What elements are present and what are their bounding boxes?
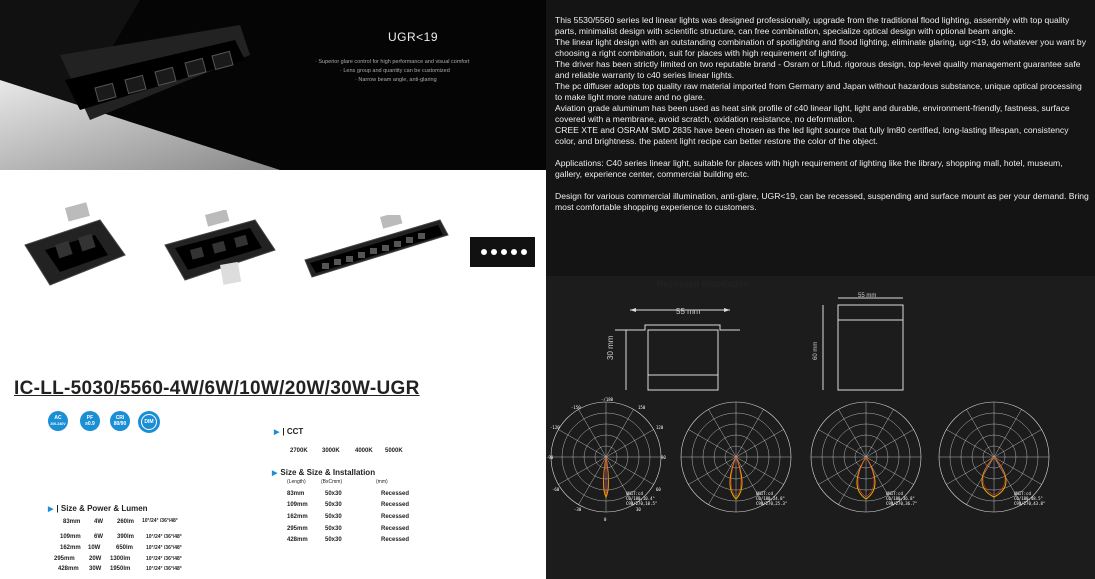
length-cell: 109mm: [60, 534, 81, 540]
width-dimension-2: 55 mm: [858, 293, 877, 299]
cct-value: 2700K: [290, 448, 308, 454]
triangle-bullet-icon: ▶: [274, 429, 280, 436]
power-cell: 6W: [94, 534, 103, 540]
install-cell: Recessed: [381, 491, 410, 497]
angle-cell: 10°/24° /36°/48°: [146, 556, 182, 562]
power-heading-text: | Size & Power & Lumen: [56, 504, 148, 513]
product-image-front: [470, 237, 535, 267]
polar-legend: C0/180,10.4°: [626, 496, 655, 501]
cct-section-heading: [274, 427, 303, 436]
height-dimension: 30 mm: [606, 335, 615, 360]
triangle-bullet-icon: ▶: [272, 470, 278, 477]
length-cell: 162mm: [287, 514, 308, 520]
polar-legend: UNIT:cd: [756, 491, 773, 496]
angle-cell: 10°/24° /36°/48°: [146, 534, 182, 540]
polar-angle-label: 30: [636, 507, 641, 512]
angle-cell: 10°/24° /36°/48°: [142, 518, 178, 524]
description-paragraph: This 5530/5560 series led linear lights was designed professionally, upgrade from the traditional flood lighting, assembly with top quality parts, minimalist design with scientific structure, can free combination, specialize optical design with optional beam angle.: [555, 15, 1070, 36]
cct-heading-text: | CCT: [282, 427, 304, 436]
col-sub-mm: (mm): [376, 479, 388, 485]
badge-pf-bottom: ≥0.9: [85, 421, 95, 427]
install-cell: Recessed: [381, 514, 410, 520]
product-image-long: [300, 215, 450, 285]
polar-legend: C0/180,36.8°: [886, 496, 915, 501]
polar-legend: C90/270,36.7°: [886, 501, 918, 506]
polar-angle-label: -60: [552, 487, 560, 492]
polar-angle-label: -120: [550, 425, 560, 430]
polar-angle-label: 60: [656, 487, 661, 492]
hero-title: UGR<19: [388, 30, 439, 44]
size-cell: 50x30: [325, 537, 342, 543]
description: [555, 15, 1090, 213]
size-cell: 50x30: [325, 514, 342, 520]
description-paragraph: CREE XTE and OSRAM SMD 2835 have been chosen as the led light source that fully lm80 certified, long-lasting lifespan, consistency color, and brightness. the patent light recipe can better restore the color of the object.: [555, 125, 1069, 146]
description-paragraph: The linear light design with an outstanding combination of spotlighting and flood lighting, eliminate glaring, ugr<19, do whatever you want by choosing a right combination, suit for places with high requirement of lighting.: [555, 37, 1086, 58]
badge-pf-top: PF: [86, 415, 94, 421]
product-image-3-head: [160, 210, 280, 290]
col-sub-bxc: (BxCmm): [321, 479, 343, 485]
polar-legend: C90/270,43.8°: [1014, 501, 1046, 506]
cct-value: 4000K: [355, 448, 373, 454]
height-dimension-2: 60 mm: [813, 341, 819, 360]
length-cell: 428mm: [287, 537, 308, 543]
lumen-cell: 1950lm: [110, 566, 131, 572]
polar-legend: C90/270,10.5°: [626, 501, 658, 506]
polar-angle-label: -90: [546, 455, 554, 460]
cct-value: 3000K: [322, 448, 340, 454]
install-heading-text: Size & Size & Installation: [280, 468, 376, 477]
badge-ac-top: AC: [54, 415, 62, 421]
triangle-bullet-icon: ▶: [48, 506, 54, 513]
description-paragraph: Aviation grade aluminum has been used as heat sink profile of c40 linear light, light and durable, environment-friendly, fastness, surface covered with a membrane, avoid scratch, oxidation resistance, no deformation.: [555, 103, 1070, 124]
hero-line-2: · Lens group and quantity can be customized: [340, 68, 450, 74]
angle-cell: 10°/24° /36°/48°: [146, 545, 182, 551]
length-cell: 295mm: [287, 526, 308, 532]
polar-legend: UNIT:cd: [886, 491, 903, 496]
col-sub-length: (Length): [287, 479, 306, 485]
polar-angle-label: -30: [574, 507, 582, 512]
description-paragraph: The pc diffuser adopts top quality raw material imported from Germany and Japan without hazardous substance, unique optical processing to make light more nature and no glare.: [555, 81, 1082, 102]
dim-badge-icon: [138, 411, 160, 433]
description-paragraph: The driver has been strictly limited on two reputable brand - Osram or Lifud. rigorous design, top-level quality management guarantee safe and reliable warranty to c40 series linear lights.: [555, 59, 1081, 80]
polar-legend: UNIT:cd: [626, 491, 643, 496]
width-dimension: 55 mm: [676, 307, 701, 316]
polar-labels: [546, 395, 1095, 525]
power-cell: 20W: [89, 556, 102, 562]
polar-legend: C0/180,24.8°: [756, 496, 785, 501]
size-cell: 50x30: [325, 502, 342, 508]
badge-cri-bottom: 80/90: [113, 421, 127, 427]
hero-line-1: · Superior glare control for high performance and visual comfort: [315, 59, 470, 65]
angle-cell: 10°/24° /36°/48°: [146, 566, 182, 572]
polar-legend: C0/180,48.5°: [1014, 496, 1043, 501]
polar-angle-label: 150: [638, 405, 646, 410]
polar-angle-label: 0: [604, 517, 607, 522]
hero-banner: [0, 0, 546, 170]
length-cell: 109mm: [287, 502, 308, 508]
design-text: Design for various commercial illumination, anti-glare, UGR<19, can be recessed, suspending and surface mount as per your demand. Bring most comfortable shopping experience to customers.: [555, 191, 1089, 212]
polar-legend: UNIT:cd: [1014, 491, 1031, 496]
lumen-cell: 650lm: [116, 545, 134, 551]
hero-line-3: · Narrow beam angle, anti-glaring: [355, 77, 437, 83]
lumen-cell: 390lm: [117, 534, 135, 540]
polar-angle-label: -150: [571, 405, 581, 410]
size-cell: 50x30: [325, 526, 342, 532]
power-cell: 30W: [89, 566, 102, 572]
pf-badge-icon: [80, 411, 100, 431]
power-section-heading: [48, 504, 148, 513]
lumen-cell: 1300lm: [110, 556, 131, 562]
hero-background: [0, 0, 546, 170]
power-cell: 4W: [94, 519, 103, 525]
polar-angle-label: 90: [661, 455, 666, 460]
lumen-cell: 260lm: [117, 519, 135, 525]
recessed-installation-title: Recessed Installation: [657, 279, 750, 289]
power-cell: 10W: [88, 545, 101, 551]
profile-drawing-2: [808, 290, 918, 400]
applications-text: Applications: C40 series linear light, suitable for places with high requirement of lighting like the library, shopping mall, hotel, museum, gallery, experience center, commercial building etc.: [555, 158, 1063, 179]
install-cell: Recessed: [381, 502, 410, 508]
polar-legend: C90/270,25.3°: [756, 501, 788, 506]
length-cell: 83mm: [287, 491, 305, 497]
badge-ac-bottom: 200-240V: [50, 422, 66, 426]
polar-angle-label: -/180: [601, 397, 614, 402]
product-image-2-head: [20, 200, 130, 290]
ac-badge-icon: [48, 411, 68, 431]
cri-badge-icon: [110, 411, 130, 431]
polar-angle-label: 120: [656, 425, 664, 430]
product-title: IC-LL-5030/5560-4W/6W/10W/20W/30W-UGR: [14, 378, 420, 399]
size-cell: 50x30: [325, 491, 342, 497]
badge-dim-label: DIM: [141, 414, 157, 430]
length-cell: 295mm: [54, 556, 75, 562]
cct-value: 5000K: [385, 448, 403, 454]
length-cell: 83mm: [63, 519, 81, 525]
install-section-heading: [272, 468, 375, 477]
install-cell: Recessed: [381, 537, 410, 543]
install-cell: Recessed: [381, 526, 410, 532]
length-cell: 428mm: [58, 566, 79, 572]
length-cell: 162mm: [60, 545, 81, 551]
badge-cri-top: CRI: [115, 415, 125, 421]
